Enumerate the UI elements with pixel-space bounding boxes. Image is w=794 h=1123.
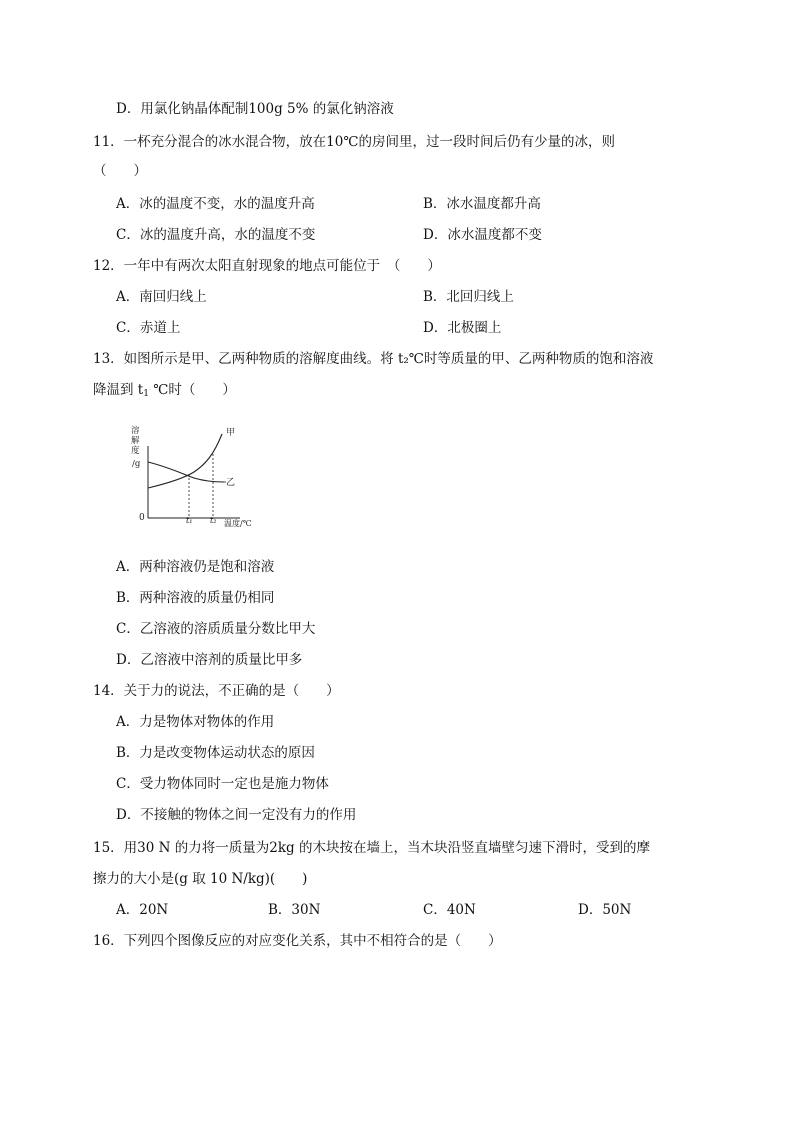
- y-axis-label-c1: 溶: [131, 426, 140, 436]
- q12-stem: 12．一年中有两次太阳直射现象的地点可能位于 （ ）: [93, 258, 441, 274]
- q15-option-c: C．40N: [423, 902, 476, 918]
- q12-option-d: D．北极圈上: [423, 320, 502, 336]
- series-label-jia: 甲: [226, 428, 236, 438]
- q14-option-b: B．力是改变物体运动状态的原因: [116, 745, 315, 761]
- q15-option-b: B．30N: [268, 902, 321, 918]
- q15-stem-line2: 擦力的大小是(g 取 10 N/kg)( ): [93, 871, 308, 887]
- q13-option-b: B．两种溶液的质量仍相同: [116, 590, 275, 606]
- origin-label: 0: [139, 513, 145, 523]
- q14-option-c: C．受力物体同时一定也是施力物体: [116, 776, 329, 792]
- x-tick-t1: t₁: [186, 516, 193, 525]
- q13-option-a: A．两种溶液仍是饱和溶液: [116, 559, 275, 575]
- q11-stem: 11．一杯充分混合的冰水混合物，放在10℃的房间里，过一段时间后仍有少量的冰，则: [93, 134, 615, 150]
- q12-option-a: A．南回归线上: [116, 289, 207, 305]
- x-axis-label: 温度/℃: [224, 519, 252, 528]
- q10-option-d: D．用氯化钠晶体配制100g 5% 的氯化钠溶液: [116, 101, 394, 117]
- q14-option-d: D．不接触的物体之间一定没有力的作用: [116, 807, 357, 823]
- q11-option-b: B．冰水温度都升高: [423, 196, 541, 212]
- y-axis-label-c3: 度: [131, 446, 140, 456]
- q12-option-b: B．北回归线上: [423, 289, 514, 305]
- q15-stem-line1: 15．用30 N 的力将一质量为2kg 的木块按在墙上，当木块沿竖直墙壁匀速下滑时，受到的摩: [93, 840, 650, 856]
- y-axis-label-c4: /g: [132, 459, 141, 469]
- q12-option-c: C．赤道上: [116, 320, 181, 336]
- q11-option-c: C．冰的温度升高，水的温度不变: [116, 227, 316, 243]
- q15-option-d: D．50N: [578, 902, 632, 918]
- q13-stem-line2: 降温到 $t_1$ ℃时（ ）: [93, 382, 236, 399]
- series-label-yi: 乙: [226, 478, 236, 488]
- q16-stem: 16．下列四个图像反应的对应变化关系，其中不相符合的是（ ）: [93, 933, 502, 949]
- y-axis-label-c2: 解: [131, 436, 140, 446]
- q11-paren: （ ）: [93, 163, 147, 179]
- q13-option-c: C．乙溶液的溶质质量分数比甲大: [116, 621, 316, 637]
- q13-option-d: D．乙溶液中溶剂的质量比甲多: [116, 652, 303, 668]
- q11-option-a: A．冰的温度不变，水的温度升高: [116, 196, 315, 212]
- q14-stem: 14．关于力的说法，不正确的是（ ）: [93, 683, 340, 699]
- q15-option-a: A．20N: [116, 902, 169, 918]
- solubility-chart: [128, 424, 268, 530]
- q14-option-a: A．力是物体对物体的作用: [116, 714, 275, 730]
- q13-stem-line1: 13．如图所示是甲、乙两种物质的溶解度曲线。将 t₂℃时等质量的甲、乙两种物质的饱和溶液: [93, 351, 654, 367]
- q11-option-d: D．冰水温度都不变: [423, 227, 542, 243]
- curve-jia: [148, 434, 222, 488]
- x-tick-t2: t₂: [210, 516, 217, 525]
